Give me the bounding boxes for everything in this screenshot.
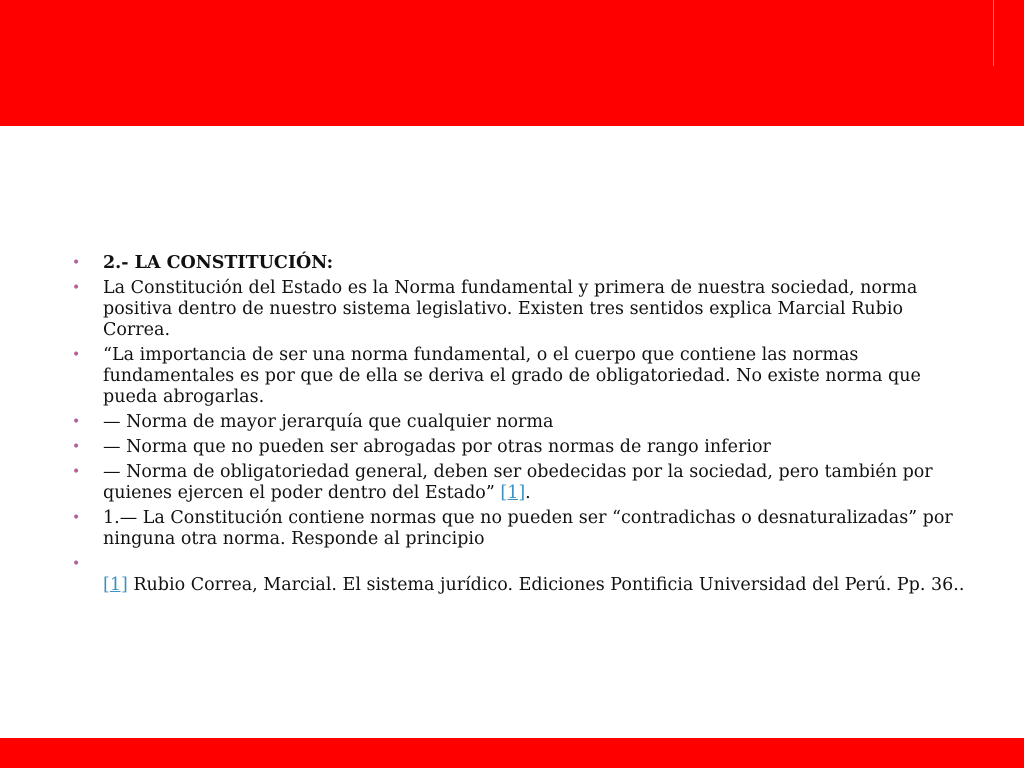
band-divider-line — [993, 0, 994, 66]
footnote-ref-link[interactable]: [1] — [500, 483, 526, 503]
bullet-list — [70, 253, 970, 596]
bullet-text: — Norma de obligatoriedad general, deben ser obedecidas por la sociedad, pero también por quienes ejercen el poder dentro del Estado” — [103, 462, 933, 503]
bullet-text: La Constitución del Estado es la Norma fundamental y primera de nuestra sociedad, norma positiva dentro de nuestro sistema legislativo. Existen tres sentidos explica Marcial Rubio Correa. — [103, 278, 918, 340]
section-heading: 2.- LA CONSTITUCIÓN: — [103, 253, 334, 273]
bullet-icon: • — [72, 556, 81, 572]
bullet-item — [70, 462, 970, 504]
bullet-icon: • — [72, 347, 81, 363]
slide-content — [70, 253, 970, 600]
bullet-icon: • — [72, 280, 81, 296]
footnote-text: Rubio Correa, Marcial. El sistema jurídico. Ediciones Pontificia Universidad del Perú. Pp. 36.. — [127, 575, 965, 595]
bullet-item — [70, 437, 970, 458]
bullet-item — [70, 278, 970, 341]
bullet-footnote — [70, 554, 970, 596]
bullet-text: — Norma que no pueden ser abrogadas por otras normas de rango inferior — [103, 437, 771, 457]
bullet-icon: • — [72, 414, 81, 430]
bullet-item — [70, 508, 970, 550]
bullet-text-end: . — [525, 483, 531, 503]
bullet-text: 1.— La Constitución contiene normas que no pueden ser “contradichas o desnaturalizadas” por ninguna otra norma. Responde al principio — [103, 508, 953, 549]
bullet-item — [70, 412, 970, 433]
bullet-icon: • — [72, 464, 81, 480]
bullet-text: “La importancia de ser una norma fundamental, o el cuerpo que contiene las normas fundamentales es por que de ella se deriva el grado de obligatoriedad. No existe norma que pueda abrogarlas. — [103, 345, 921, 407]
bullet-item — [70, 345, 970, 408]
bottom-red-band — [0, 738, 1024, 768]
bullet-icon: • — [72, 510, 81, 526]
bullet-icon: • — [72, 255, 81, 271]
top-red-band — [0, 0, 1024, 126]
bullet-text: — Norma de mayor jerarquía que cualquier norma — [103, 412, 554, 432]
bullet-heading — [70, 253, 970, 274]
footnote-anchor-link[interactable]: [1] — [103, 575, 128, 595]
bullet-icon: • — [72, 439, 81, 455]
